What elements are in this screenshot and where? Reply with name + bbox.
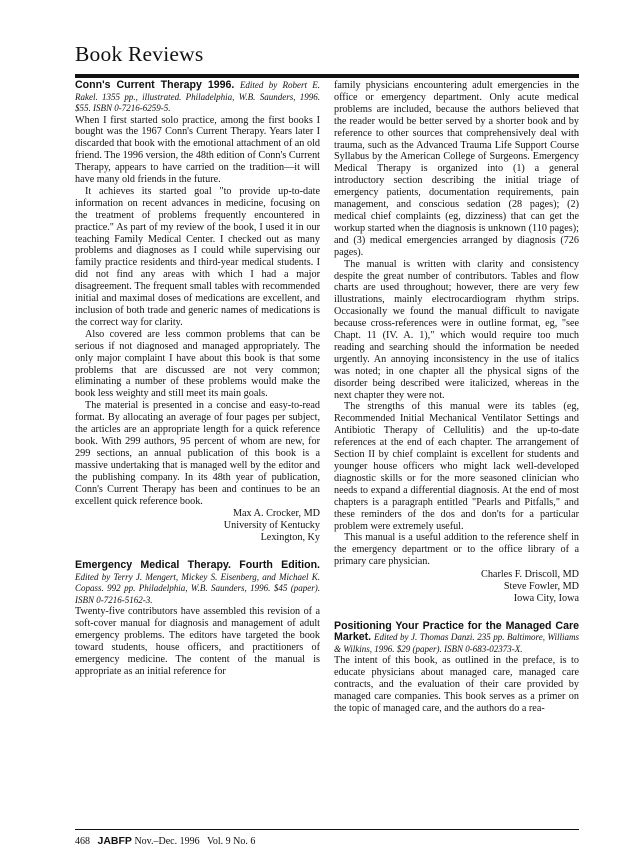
- book-citation: Edited by Robert E. Rakel. 1355 pp., illustrated. Philadelphia, W.B. Saunders, 1996. $55. ISBN 0-7216-6259-5.: [75, 80, 320, 113]
- review-header: [75, 560, 320, 606]
- review-paragraph: Also covered are less common problems that can be serious if not diagnosed and managed appropriately. The only major complaint I have about this book is that some problems that are discussed are not very common; eliminating a number of these problems would make the book less weighty and still meet its main goals.: [75, 328, 320, 400]
- reviewer-signature: [334, 569, 579, 605]
- review-paragraph: The intent of this book, as outlined in the preface, is to educate physicians about managed care, managed care contracts, and the evaluation of their care provided by managed care companies. This book serves as a primer on the topic of managed care, and the authors do a rea-: [334, 655, 579, 714]
- review-paragraph: It achieves its started goal "to provide up-to-date information on recent advances in medicine, focusing on the treatment of problems frequently encountered in practice." As part of my review of the book, I used it in our teaching Family Medical Center. I checked out as many problems and diagnoses as I could while supervising our family practice residents and third-year medical students. I did not find any areas with which I had a major disagreement. The frequent small tables with recommended initial and maximal doses of medications are excellent, and inclusion of both trade and generic names of medications is the correct way for clarity.: [75, 185, 320, 328]
- review-paragraph: When I first started solo practice, among the first books I bought was the 1967 Conn's Current Therapy. Years later I discarded that book with the emotional attachment of an old friend. The 1996 version, the 48th edition of Conn's Current Therapy, appears to have carried on the tradition—it will have many old friends in the future.: [75, 114, 320, 186]
- journal-name: JABFP: [97, 835, 132, 847]
- reviewer-name: Steve Fowler, MD: [503, 581, 579, 593]
- left-column: [75, 80, 320, 678]
- reviewer-affiliation: University of Kentucky: [223, 520, 320, 532]
- page-number: 468: [75, 836, 90, 847]
- book-title: Conn's Current Therapy 1996.: [75, 79, 235, 91]
- top-rule: [75, 74, 579, 78]
- book-citation: Edited by Terry J. Mengert, Mickey S. Eisenberg, and Michael K. Copass. 992 pp. Philadelphia, W.B. Saunders, 1996. $45 (paper). ISBN 0-7216-5162-3.: [75, 571, 320, 605]
- book-title: Emergency Medical Therapy. Fourth Edition.: [75, 559, 320, 572]
- review-paragraph: The strengths of this manual were its tables (eg, Recommended Initial Mechanical Ventilator Settings and Antibiotic Therapy of Cellulitis) and the up-to-date references at the end of each chapter. The arrangement of Section II by chief complaint is excellent for students and younger house officers who might lack well-developed diagnostic skills or for the more seasoned clinician who needs to expand a differential diagnosis. At the end of most chapters is a paragraph entitled "Pearls and Pitfalls," and these reminders of the dos and don'ts for a particular problem were extremely useful.: [334, 401, 579, 532]
- book-title: Positioning Your Practice for the Managed Care Market.: [334, 619, 579, 644]
- review-paragraph: The manual is written with clarity and consistency despite the great number of contributors. Tables and flow charts are used throughout; however, there are very few illustrations, mainly electrocardiogram rhythm strips. Occasionally we found the manual difficult to navigate because cross-references were in outline format, eg, "see Chapt. 11 (IV. A. 1)," which would require too much reading and searching should the information be needed urgently. An annoying inconsistency in the use of italics was noted; in one chapter all the physical signs of the disorder being described were italicized, whereas in the next chapter they were not.: [334, 258, 579, 401]
- reviewer-location: Lexington, Ky: [260, 532, 320, 544]
- book-citation: Edited by J. Thomas Danzi. 235 pp. Baltimore, Williams & Wilkins, 1996. $29 (paper). ISBN 0-683-02373-X.: [334, 632, 580, 654]
- reviewer-name: Charles F. Driscoll, MD: [481, 569, 579, 581]
- review-paragraph-part-2: family physicians encountering adult emergencies in the office or emergency department. Only acute medical problems are included, because the authors believed that the reader would be better served by a shorter book and by reference to other sources that comprehensively deal with trauma, such as the Advanced Trauma Life Support Course Syllabus by the American College of Surgeons. Emergency Medical Therapy is organized into (1) a general introductory section describing the initial triage of emergency patients, documentation requirements, pain management, and conscious sedation (28 pages); (2) medical chief complaints (eg, dizziness) that can get the workup started when the diagnosis is unknown (110 pages); and (3) medical emergencies arranged by diagnosis (726 pages).: [334, 80, 579, 258]
- review-paragraph: The material is presented in a concise and easy-to-read format. By allocating an average of four pages per subject, the articles are an appropriate length for a quick reference book. With 299 authors, 95 percent of whom are new, for 299 sections, an annual publication of this book is a massive undertaking that is managed well by the editor and the publishing company. In its 48th year of publication, Conn's Current Therapy has been and continues to be an excellent quick reference book.: [75, 400, 320, 507]
- review-paragraph: This manual is a useful addition to the reference shelf in the emergency department or to the office library of a primary care physician.: [334, 532, 579, 568]
- issue-date: Nov.–Dec. 1996: [134, 836, 200, 847]
- page-footer: [75, 835, 260, 847]
- review-header: [75, 80, 320, 115]
- volume-number: Vol. 9 No. 6: [206, 836, 256, 847]
- review-paragraph-part-1: Twenty-five contributors have assembled this revision of a soft-cover manual for diagnosis and management of adult emergency problems. The editors have targeted the book toward students, house officers, and practitioners of emergency medicine. The content of the manual is appropriate as an initial reference for: [75, 606, 320, 677]
- reviewer-location: Iowa City, Iowa: [513, 592, 579, 604]
- right-column: [334, 80, 579, 715]
- reviewer-signature: [75, 508, 320, 544]
- review-header: [334, 621, 579, 656]
- bottom-rule: [75, 829, 579, 830]
- reviewer-name: Max A. Crocker, MD: [232, 508, 320, 520]
- page-heading: Book Reviews: [75, 42, 204, 66]
